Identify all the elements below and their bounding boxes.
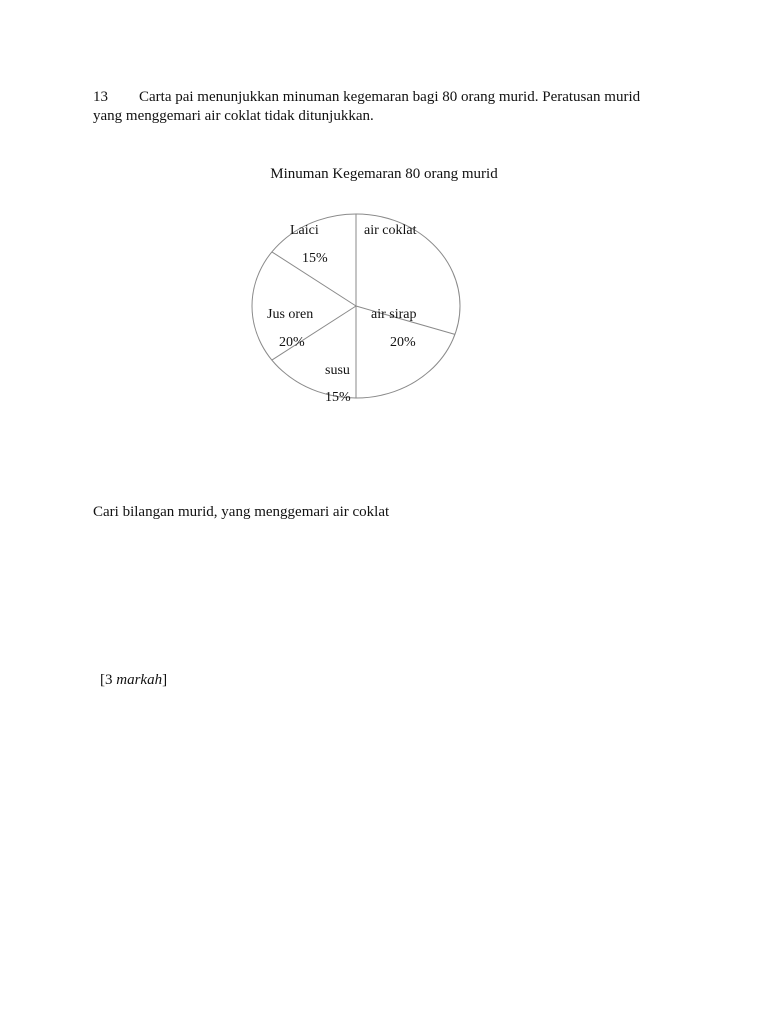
marks-open: [3: [100, 672, 117, 688]
slice-label-air-sirap: air sirap: [371, 307, 417, 322]
marks-close: ]: [162, 672, 168, 688]
question-text-2: yang menggemari air coklat tidak ditunjukkan.: [93, 108, 374, 124]
slice-label-jus-oren: Jus oren: [267, 307, 314, 322]
pie-chart: [248, 212, 464, 405]
slice-label-susu: susu: [325, 363, 350, 378]
question-line-1: [93, 88, 640, 107]
slice-value-air-sirap: 20%: [390, 335, 416, 350]
slice-label-air-coklat: air coklat: [364, 223, 417, 238]
chart-title: Minuman Kegemaran 80 orang murid: [270, 166, 498, 182]
question-text-1: Carta pai menunjukkan minuman kegemaran bagi 80 orang murid. Peratusan murid: [139, 89, 641, 105]
slice-value-laici: 15%: [302, 251, 328, 266]
slice-value-susu: 15%: [325, 390, 351, 405]
marks-label: [100, 671, 167, 690]
question-prompt: Cari bilangan murid, yang menggemari air coklat: [93, 504, 390, 520]
marks-word: markah: [116, 672, 163, 688]
slice-value-jus-oren: 20%: [279, 335, 305, 350]
slice-label-laici: Laici: [290, 223, 319, 238]
question-number: 13: [93, 89, 108, 105]
